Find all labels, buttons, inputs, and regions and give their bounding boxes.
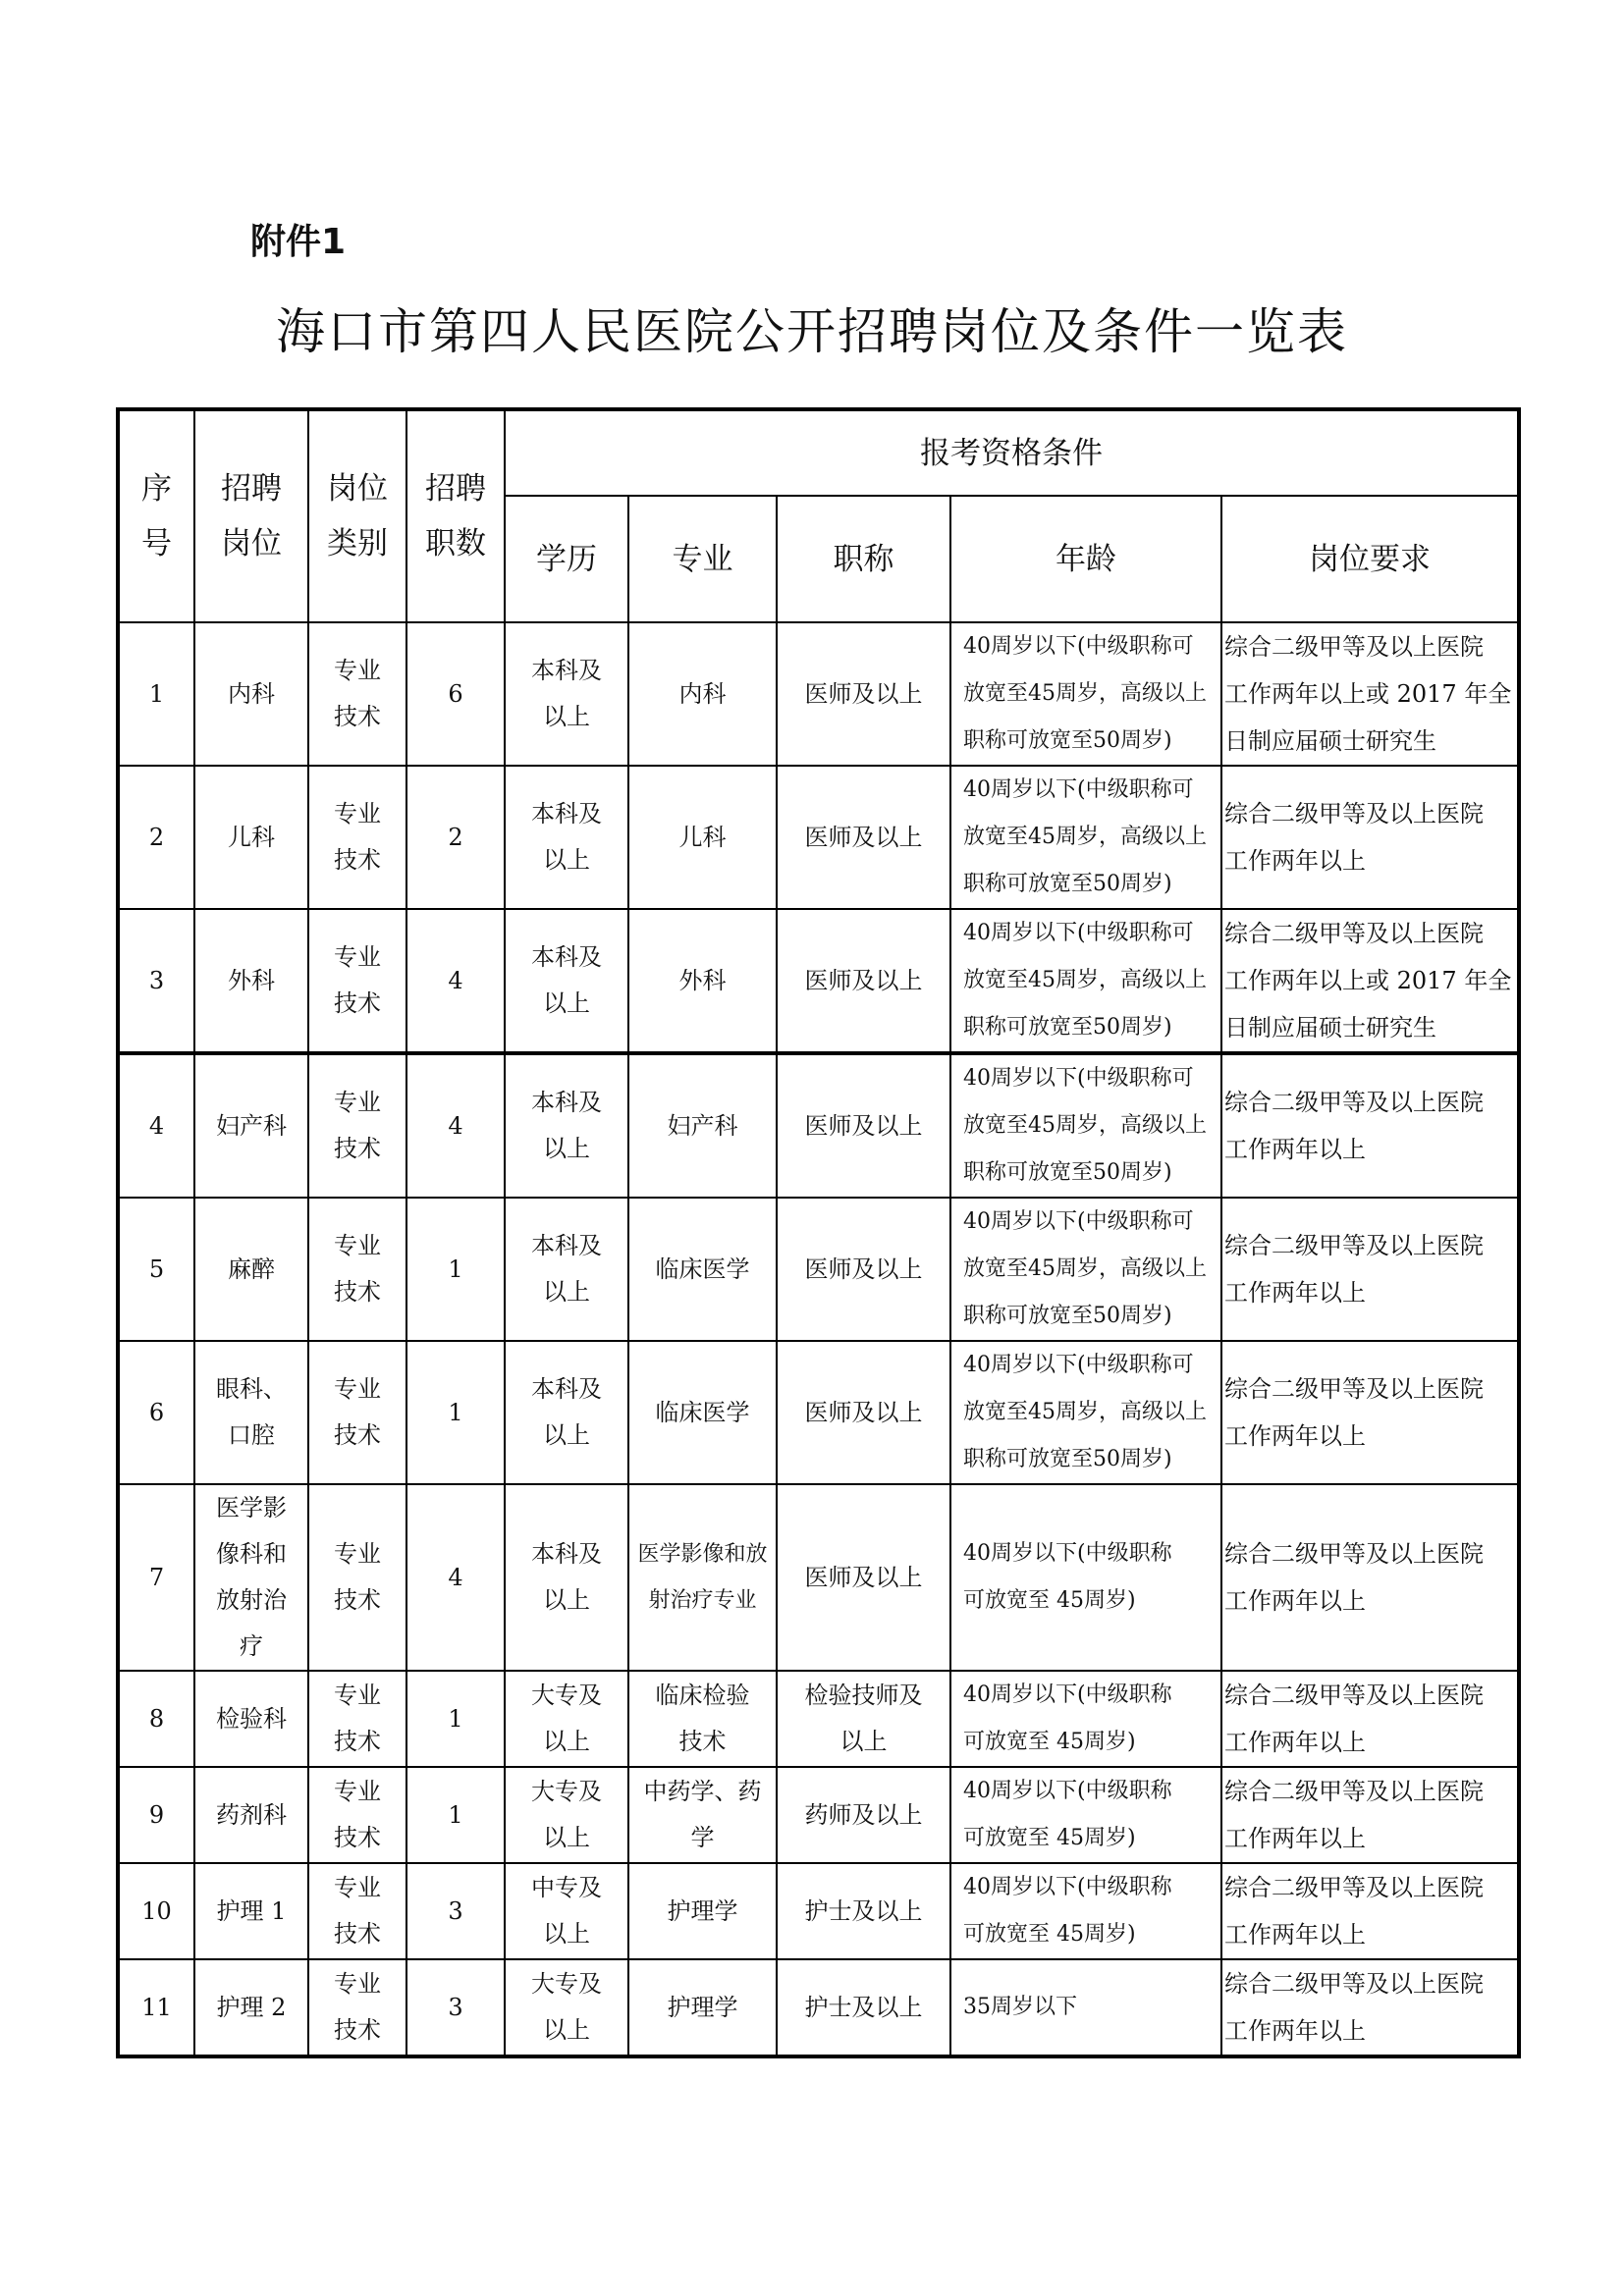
cell-major: 临床检验 技术 [628, 1671, 777, 1767]
cell-category: 专业 技术 [308, 1198, 406, 1341]
header-requirement: 岗位要求 [1221, 496, 1519, 622]
cell-count: 4 [406, 909, 505, 1053]
cell-requirement: 综合二级甲等及以上医院 工作两年以上或 2017 年全 日制应届硕士研究生 [1221, 622, 1519, 766]
header-position: 招聘 岗位 [194, 409, 308, 622]
cell-count: 1 [406, 1767, 505, 1863]
cell-count: 6 [406, 622, 505, 766]
cell-position: 护理 1 [194, 1863, 308, 1959]
cell-title: 医师及以上 [777, 909, 950, 1053]
table-row [118, 1767, 1519, 1863]
table-row [118, 1198, 1519, 1341]
cell-title: 医师及以上 [777, 1484, 950, 1671]
cell-category: 专业 技术 [308, 766, 406, 909]
cell-count: 2 [406, 766, 505, 909]
cell-category: 专业 技术 [308, 1671, 406, 1767]
cell-requirement: 综合二级甲等及以上医院 工作两年以上 [1221, 1341, 1519, 1484]
cell-count: 1 [406, 1198, 505, 1341]
table-row [118, 1671, 1519, 1767]
table-row [118, 622, 1519, 766]
cell-title: 医师及以上 [777, 1053, 950, 1198]
table-row [118, 1053, 1519, 1198]
header-age: 年龄 [950, 496, 1221, 622]
cell-category: 专业 技术 [308, 1053, 406, 1198]
cell-title: 护士及以上 [777, 1959, 950, 2056]
cell-category: 专业 技术 [308, 1341, 406, 1484]
cell-education: 本科及 以上 [505, 1053, 628, 1198]
cell-education: 中专及 以上 [505, 1863, 628, 1959]
cell-seq: 11 [118, 1959, 194, 2056]
cell-education: 本科及 以上 [505, 766, 628, 909]
cell-age: 40周岁以下(中级职称 可放宽至 45周岁) [950, 1484, 1221, 1671]
cell-category: 专业 技术 [308, 909, 406, 1053]
cell-requirement: 综合二级甲等及以上医院 工作两年以上 [1221, 1959, 1519, 2056]
table-row [118, 1484, 1519, 1671]
cell-age: 40周岁以下(中级职称 可放宽至 45周岁) [950, 1863, 1221, 1959]
header-education: 学历 [505, 496, 628, 622]
cell-position: 医学影 像科和 放射治 疗 [194, 1484, 308, 1671]
cell-count: 4 [406, 1053, 505, 1198]
attachment-label: 附件1 [250, 222, 347, 262]
cell-education: 本科及 以上 [505, 909, 628, 1053]
cell-education: 本科及 以上 [505, 1484, 628, 1671]
cell-age: 40周岁以下(中级职称可 放宽至45周岁，高级以上 职称可放宽至50周岁) [950, 1341, 1221, 1484]
cell-age: 40周岁以下(中级职称 可放宽至 45周岁) [950, 1671, 1221, 1767]
cell-category: 专业 技术 [308, 622, 406, 766]
cell-category: 专业 技术 [308, 1959, 406, 2056]
cell-age: 40周岁以下(中级职称可 放宽至45周岁，高级以上 职称可放宽至50周岁) [950, 622, 1221, 766]
cell-seq: 7 [118, 1484, 194, 1671]
cell-count: 1 [406, 1671, 505, 1767]
cell-count: 4 [406, 1484, 505, 1671]
cell-education: 本科及 以上 [505, 1198, 628, 1341]
cell-count: 3 [406, 1863, 505, 1959]
header-major: 专业 [628, 496, 777, 622]
cell-major: 护理学 [628, 1863, 777, 1959]
cell-position: 眼科、 口腔 [194, 1341, 308, 1484]
cell-major: 外科 [628, 909, 777, 1053]
cell-position: 护理 2 [194, 1959, 308, 2056]
cell-seq: 6 [118, 1341, 194, 1484]
cell-education: 大专及 以上 [505, 1767, 628, 1863]
cell-major: 妇产科 [628, 1053, 777, 1198]
cell-position: 外科 [194, 909, 308, 1053]
cell-seq: 4 [118, 1053, 194, 1198]
table-row [118, 909, 1519, 1053]
cell-requirement: 综合二级甲等及以上医院 工作两年以上 [1221, 1671, 1519, 1767]
recruitment-table [116, 407, 1521, 2058]
header-qualification-group: 报考资格条件 [505, 409, 1519, 496]
cell-seq: 3 [118, 909, 194, 1053]
cell-age: 35周岁以下 [950, 1959, 1221, 2056]
cell-seq: 2 [118, 766, 194, 909]
header-seq: 序 号 [118, 409, 194, 622]
page-title: 海口市第四人民医院公开招聘岗位及条件一览表 [276, 303, 1348, 360]
cell-position: 麻醉 [194, 1198, 308, 1341]
table-row [118, 766, 1519, 909]
cell-age: 40周岁以下(中级职称可 放宽至45周岁，高级以上 职称可放宽至50周岁) [950, 909, 1221, 1053]
cell-requirement: 综合二级甲等及以上医院 工作两年以上或 2017 年全 日制应届硕士研究生 [1221, 909, 1519, 1053]
cell-age: 40周岁以下(中级职称可 放宽至45周岁，高级以上 职称可放宽至50周岁) [950, 1198, 1221, 1341]
cell-title: 药师及以上 [777, 1767, 950, 1863]
cell-count: 3 [406, 1959, 505, 2056]
cell-major: 儿科 [628, 766, 777, 909]
cell-age: 40周岁以下(中级职称 可放宽至 45周岁) [950, 1767, 1221, 1863]
cell-seq: 10 [118, 1863, 194, 1959]
cell-major: 临床医学 [628, 1198, 777, 1341]
header-title: 职称 [777, 496, 950, 622]
cell-major: 内科 [628, 622, 777, 766]
cell-seq: 8 [118, 1671, 194, 1767]
cell-category: 专业 技术 [308, 1863, 406, 1959]
cell-category: 专业 技术 [308, 1767, 406, 1863]
cell-count: 1 [406, 1341, 505, 1484]
table-row [118, 1863, 1519, 1959]
cell-requirement: 综合二级甲等及以上医院 工作两年以上 [1221, 1767, 1519, 1863]
cell-title: 医师及以上 [777, 766, 950, 909]
table-row [118, 1959, 1519, 2056]
cell-major: 中药学、药 学 [628, 1767, 777, 1863]
cell-position: 检验科 [194, 1671, 308, 1767]
cell-major: 临床医学 [628, 1341, 777, 1484]
cell-seq: 5 [118, 1198, 194, 1341]
cell-title: 医师及以上 [777, 1341, 950, 1484]
cell-requirement: 综合二级甲等及以上医院 工作两年以上 [1221, 1863, 1519, 1959]
cell-title: 医师及以上 [777, 1198, 950, 1341]
cell-position: 内科 [194, 622, 308, 766]
header-count: 招聘 职数 [406, 409, 505, 622]
cell-requirement: 综合二级甲等及以上医院 工作两年以上 [1221, 1198, 1519, 1341]
cell-education: 大专及 以上 [505, 1959, 628, 2056]
cell-title: 护士及以上 [777, 1863, 950, 1959]
cell-education: 本科及 以上 [505, 1341, 628, 1484]
header-category: 岗位 类别 [308, 409, 406, 622]
cell-major: 护理学 [628, 1959, 777, 2056]
cell-category: 专业 技术 [308, 1484, 406, 1671]
cell-requirement: 综合二级甲等及以上医院 工作两年以上 [1221, 766, 1519, 909]
cell-seq: 1 [118, 622, 194, 766]
cell-requirement: 综合二级甲等及以上医院 工作两年以上 [1221, 1484, 1519, 1671]
cell-position: 妇产科 [194, 1053, 308, 1198]
cell-position: 药剂科 [194, 1767, 308, 1863]
cell-age: 40周岁以下(中级职称可 放宽至45周岁，高级以上 职称可放宽至50周岁) [950, 766, 1221, 909]
cell-requirement: 综合二级甲等及以上医院 工作两年以上 [1221, 1053, 1519, 1198]
cell-title: 检验技师及 以上 [777, 1671, 950, 1767]
cell-seq: 9 [118, 1767, 194, 1863]
cell-major: 医学影像和放 射治疗专业 [628, 1484, 777, 1671]
cell-age: 40周岁以下(中级职称可 放宽至45周岁，高级以上 职称可放宽至50周岁) [950, 1053, 1221, 1198]
table-row [118, 1341, 1519, 1484]
cell-title: 医师及以上 [777, 622, 950, 766]
cell-position: 儿科 [194, 766, 308, 909]
cell-education: 大专及 以上 [505, 1671, 628, 1767]
cell-education: 本科及 以上 [505, 622, 628, 766]
